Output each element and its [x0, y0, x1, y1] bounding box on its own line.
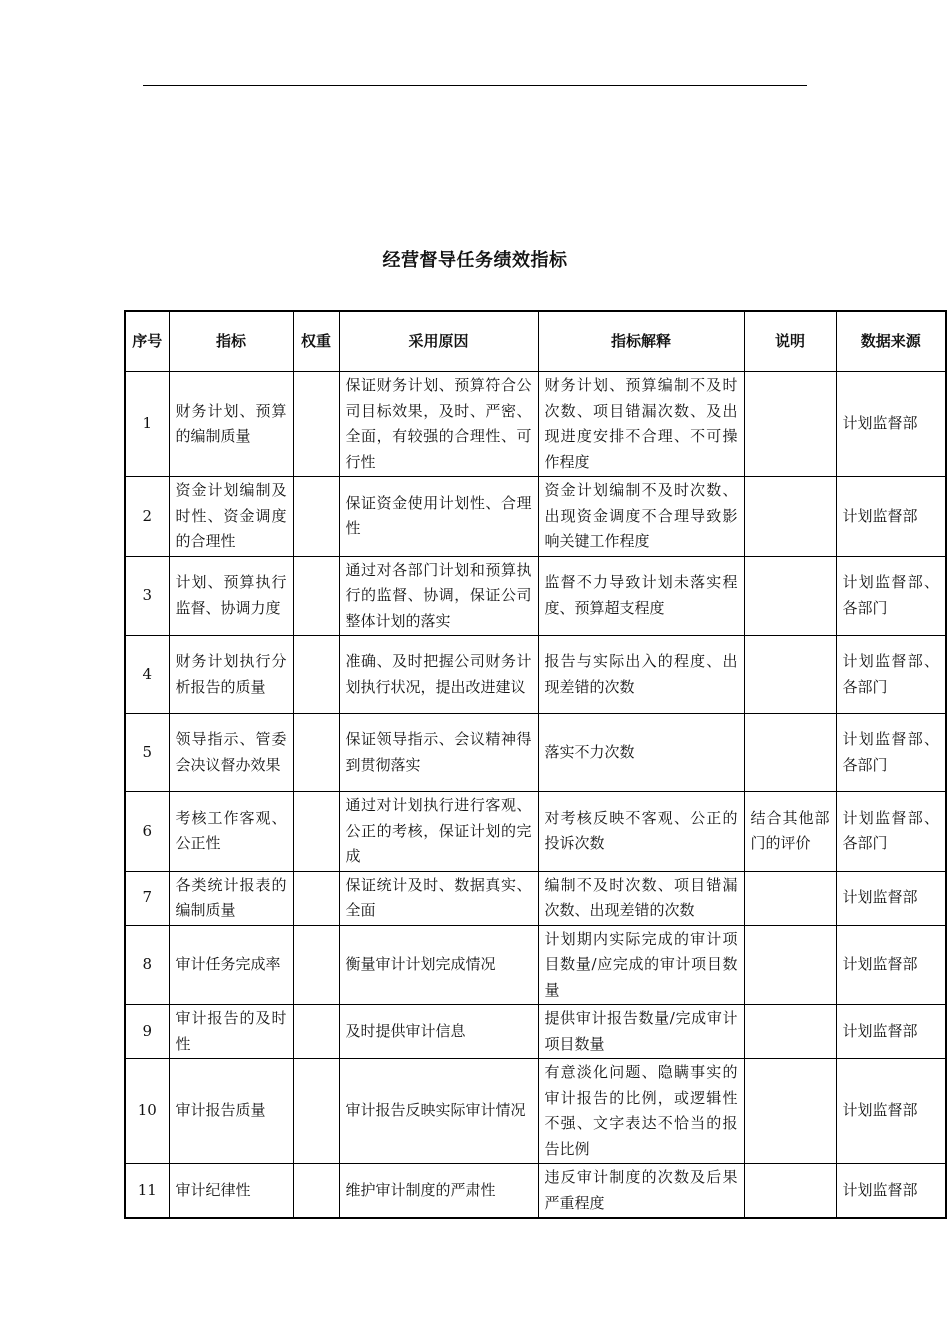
table-row: [125, 1059, 946, 1164]
row-note: [744, 1164, 836, 1219]
document-title: 经营督导任务绩效指标: [382, 250, 568, 271]
row-explanation: 落实不力次数: [538, 714, 744, 792]
row-source: 计划监督部、各部门: [836, 556, 946, 636]
row-explanation: 违反审计制度的次数及后果严重程度: [538, 1164, 744, 1219]
row-source: 计划监督部: [836, 1164, 946, 1219]
row-indicator: 考核工作客观、公正性: [169, 792, 293, 872]
row-no: 6: [125, 792, 169, 872]
row-source: 计划监督部: [836, 925, 946, 1005]
row-no: 11: [125, 1164, 169, 1219]
kpi-table: [124, 310, 947, 1219]
row-source: 计划监督部: [836, 871, 946, 925]
row-indicator: 资金计划编制及时性、资金调度的合理性: [169, 477, 293, 557]
table-row: [125, 1005, 946, 1059]
row-reason: 保证领导指示、会议精神得到贯彻落实: [339, 714, 538, 792]
header-no: 序号: [125, 311, 169, 372]
row-note: [744, 1059, 836, 1164]
row-indicator: 审计报告的及时性: [169, 1005, 293, 1059]
row-indicator: 各类统计报表的编制质量: [169, 871, 293, 925]
table-row: [125, 871, 946, 925]
row-weight: [293, 636, 339, 714]
row-indicator: 财务计划、预算的编制质量: [169, 372, 293, 477]
row-source: 计划监督部: [836, 1005, 946, 1059]
row-explanation: 财务计划、预算编制不及时次数、项目错漏次数、及出现进度安排不合理、不可操作程度: [538, 372, 744, 477]
table-header-row: [125, 311, 946, 372]
row-no: 1: [125, 372, 169, 477]
row-no: 2: [125, 477, 169, 557]
header-reason: 采用原因: [339, 311, 538, 372]
row-indicator: 财务计划执行分析报告的质量: [169, 636, 293, 714]
row-source: 计划监督部: [836, 477, 946, 557]
row-weight: [293, 871, 339, 925]
row-note: [744, 1005, 836, 1059]
row-no: 3: [125, 556, 169, 636]
header-indicator: 指标: [169, 311, 293, 372]
table-row: [125, 792, 946, 872]
row-no: 4: [125, 636, 169, 714]
row-note: [744, 372, 836, 477]
row-source: 计划监督部: [836, 1059, 946, 1164]
row-indicator: 审计任务完成率: [169, 925, 293, 1005]
row-note: [744, 636, 836, 714]
row-reason: 审计报告反映实际审计情况: [339, 1059, 538, 1164]
row-weight: [293, 792, 339, 872]
row-source: 计划监督部: [836, 372, 946, 477]
row-indicator: 审计纪律性: [169, 1164, 293, 1219]
header-note: 说明: [744, 311, 836, 372]
table-row: [125, 1164, 946, 1219]
row-source: 计划监督部、各部门: [836, 792, 946, 872]
row-reason: 通过对各部门计划和预算执行的监督、协调，保证公司整体计划的落实: [339, 556, 538, 636]
row-no: 7: [125, 871, 169, 925]
row-no: 5: [125, 714, 169, 792]
table-row: [125, 925, 946, 1005]
row-explanation: 报告与实际出入的程度、出现差错的次数: [538, 636, 744, 714]
row-no: 10: [125, 1059, 169, 1164]
row-weight: [293, 714, 339, 792]
row-indicator: 审计报告质量: [169, 1059, 293, 1164]
row-reason: 保证财务计划、预算符合公司目标效果，及时、严密、全面，有较强的合理性、可行性: [339, 372, 538, 477]
row-weight: [293, 1059, 339, 1164]
header-source: 数据来源: [836, 311, 946, 372]
row-note: [744, 925, 836, 1005]
table-row: [125, 556, 946, 636]
row-reason: 保证统计及时、数据真实、全面: [339, 871, 538, 925]
row-reason: 及时提供审计信息: [339, 1005, 538, 1059]
row-indicator: 计划、预算执行监督、协调力度: [169, 556, 293, 636]
row-explanation: 编制不及时次数、项目错漏次数、出现差错的次数: [538, 871, 744, 925]
header-rule: [143, 85, 807, 86]
row-explanation: 提供审计报告数量/完成审计项目数量: [538, 1005, 744, 1059]
table-row: [125, 372, 946, 477]
row-reason: 准确、及时把握公司财务计划执行状况，提出改进建议: [339, 636, 538, 714]
row-reason: 衡量审计计划完成情况: [339, 925, 538, 1005]
row-weight: [293, 1005, 339, 1059]
row-reason: 维护审计制度的严肃性: [339, 1164, 538, 1219]
row-explanation: 计划期内实际完成的审计项目数量/应完成的审计项目数量: [538, 925, 744, 1005]
row-indicator: 领导指示、管委会决议督办效果: [169, 714, 293, 792]
row-explanation: 有意淡化问题、隐瞒事实的审计报告的比例，或逻辑性不强、文字表达不恰当的报告比例: [538, 1059, 744, 1164]
header-weight: 权重: [293, 311, 339, 372]
row-note: 结合其他部门的评价: [744, 792, 836, 872]
row-reason: 通过对计划执行进行客观、公正的考核，保证计划的完成: [339, 792, 538, 872]
row-note: [744, 477, 836, 557]
row-no: 9: [125, 1005, 169, 1059]
row-note: [744, 556, 836, 636]
table-row: [125, 636, 946, 714]
row-explanation: 监督不力导致计划未落实程度、预算超支程度: [538, 556, 744, 636]
row-weight: [293, 477, 339, 557]
row-weight: [293, 556, 339, 636]
header-explanation: 指标解释: [538, 311, 744, 372]
row-explanation: 对考核反映不客观、公正的投诉次数: [538, 792, 744, 872]
row-weight: [293, 1164, 339, 1219]
row-weight: [293, 925, 339, 1005]
row-no: 8: [125, 925, 169, 1005]
row-weight: [293, 372, 339, 477]
row-source: 计划监督部、各部门: [836, 714, 946, 792]
row-note: [744, 714, 836, 792]
table-row: [125, 714, 946, 792]
row-note: [744, 871, 836, 925]
row-source: 计划监督部、各部门: [836, 636, 946, 714]
row-explanation: 资金计划编制不及时次数、出现资金调度不合理导致影响关键工作程度: [538, 477, 744, 557]
table-row: [125, 477, 946, 557]
row-reason: 保证资金使用计划性、合理性: [339, 477, 538, 557]
